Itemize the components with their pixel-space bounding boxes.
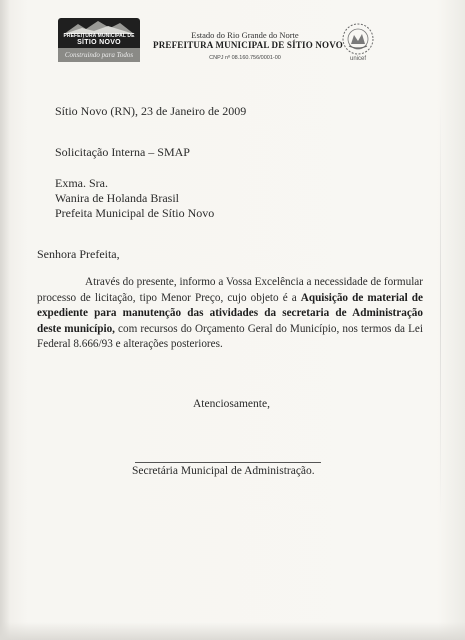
- closing: Atenciosamente,: [193, 398, 270, 410]
- body-text-part2: com recursos do Orçamento Geral do Município, nos termos da Lei Federal 8.666/93 e alterações posteriores.: [37, 322, 423, 350]
- recipient-line: Exma. Sra.: [55, 176, 108, 190]
- body-paragraph: [37, 275, 423, 353]
- municipal-logo: [58, 18, 140, 62]
- logo-slogan: Construindo para Todos: [58, 48, 140, 62]
- recipient-name: Wanira de Holanda Brasil: [55, 191, 179, 205]
- unicef-label: unicef: [349, 56, 366, 62]
- municipal-logo-banner: [58, 18, 140, 48]
- logo-name: SÍTIO NOVO: [77, 39, 121, 46]
- unicef-seal: [341, 22, 375, 68]
- state-heading: Estado do Rio Grande do Norte: [191, 30, 299, 40]
- subject-line: Solicitação Interna – SMAP: [55, 145, 190, 159]
- cnpj-line: CNPJ nº 08.160.756/0001-00: [209, 55, 281, 61]
- mountain-icon: [64, 20, 134, 34]
- unicef-emblem-icon: [341, 22, 375, 56]
- scan-streak: [440, 100, 441, 520]
- body-text-part1: Através do presente, informo a Vossa Excelência a necessidade de formular processo de licitação, tipo Menor Preço, cujo objeto é a: [37, 276, 423, 304]
- body-text-bold: Aquisição de material de expediente para manutenção das atividades da secretaria de Administração deste município,: [37, 291, 423, 335]
- date-line: Sítio Novo (RN), 23 de Janeiro de 2009: [55, 104, 247, 118]
- scan-shadow-bottom: [0, 622, 465, 640]
- salutation: Senhora Prefeita,: [37, 247, 120, 261]
- signature-title: Secretária Municipal de Administração.: [132, 465, 315, 477]
- prefeitura-heading: PREFEITURA MUNICIPAL DE SÍTIO NOVO: [153, 40, 343, 50]
- recipient-title: Prefeita Municipal de Sítio Novo: [55, 206, 215, 220]
- signature-line: [135, 462, 321, 463]
- logo-top-line: PREFEITURA MUNICIPAL DE: [63, 33, 135, 39]
- scan-shadow-left: [0, 0, 10, 640]
